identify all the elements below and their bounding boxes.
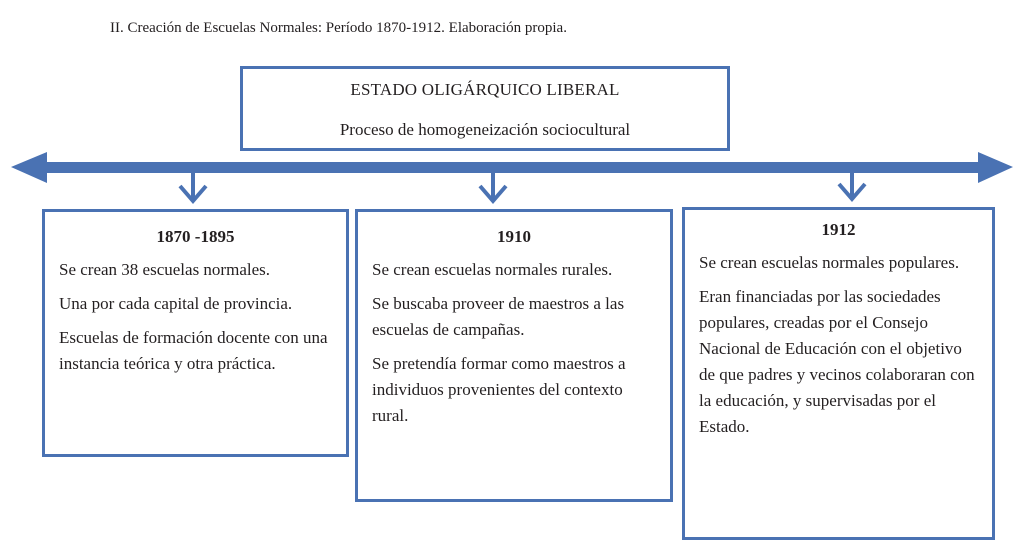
period-title: 1910 <box>497 227 531 246</box>
period-item: Una por cada capital de provincia. <box>59 294 293 313</box>
period-item: Escuelas de formación docente con una instancia teórica y otra práctica. <box>59 328 328 373</box>
period-item: Se crean escuelas normales rurales. <box>372 260 613 279</box>
period-items <box>358 257 670 429</box>
period-item: Se crean 38 escuelas normales. <box>59 260 270 279</box>
timeline-shaft <box>40 162 986 173</box>
period-items <box>685 250 992 440</box>
period-title: 1870 -1895 <box>156 227 235 246</box>
timeline-left-arrowhead <box>11 152 47 183</box>
period-title: 1912 <box>821 220 856 239</box>
down-arrow-1910 <box>480 172 506 201</box>
figure-caption: II. Creación de Escuelas Normales: Período 1870-1912. Elaboración propia. <box>110 20 567 36</box>
period-item: Se buscaba proveer de maestros a las escuelas de campañas. <box>372 294 625 339</box>
period-box-1870-1895 <box>42 209 349 457</box>
down-arrow-1912 <box>839 172 865 199</box>
timeline-right-arrowhead <box>978 152 1013 183</box>
header-subtitle: Proceso de homogeneización sociocultural <box>339 120 631 139</box>
period-item: Eran financiadas por las sociedades populares, creadas por el Consejo Nacional de Educación con el objetivo de que padres y vecinos colaboraran con la educación, y supervisadas por el Estado. <box>699 287 975 436</box>
period-box-1910 <box>355 209 673 502</box>
header-title: ESTADO OLIGÁRQUICO LIBERAL <box>350 80 620 99</box>
period-item: Se pretendía formar como maestros a individuos provenientes del contexto rural. <box>372 354 626 425</box>
period-item: Se crean escuelas normales populares. <box>699 253 960 272</box>
period-items <box>45 257 346 377</box>
down-arrow-1870 <box>180 172 206 201</box>
period-box-1912 <box>682 207 995 540</box>
